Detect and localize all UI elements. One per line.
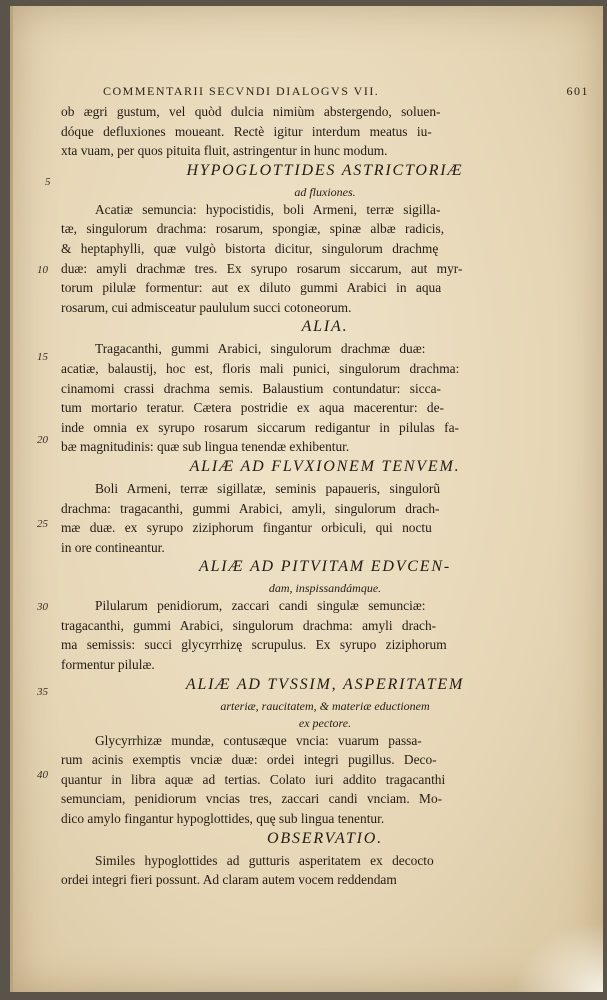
text-line: Acatiæ semuncia: hypocistidis, boli Armeni, terræ sigilla- <box>95 201 441 217</box>
section-heading: OBSERVATIO. <box>267 829 383 847</box>
text-line: ob ægri gustum, vel quòd dulcia nimiùm abstergendo, soluen- <box>61 104 441 119</box>
book-page <box>10 6 603 992</box>
text-line: ma semissis: succi glycyrrhizę scrupulus. Ex syrupo ziziphorum <box>61 637 447 653</box>
running-title: COMMENTARII SECVNDI DIALOGVS VII. <box>103 84 380 98</box>
running-header <box>103 84 589 99</box>
text-line: xta vuam, per quos pituita fluit, astringentur in hunc modum. <box>61 143 388 159</box>
text-line: dico amylo fingantur hypoglottides, quę sub lingua tenentur. <box>61 811 385 827</box>
page-number: 601 <box>566 84 589 98</box>
text-line: bæ magnitudinis: quæ sub lingua tenendæ exhibentur. <box>61 439 350 455</box>
line-number: 35 <box>37 686 48 698</box>
text-line: & heptaphylli, quæ vulgò bistorta dicitur, singulorum drachmę <box>61 240 439 256</box>
line-number: 20 <box>37 434 48 446</box>
text-line: mæ duæ. ex syrupo ziziphorum fingantur orbiculi, qui noctu <box>61 520 432 536</box>
section-subheading: arteriæ, raucitatem, & materiæ eductionem <box>220 698 430 713</box>
section-heading: ALIÆ AD TVSSIM, ASPERITATEM <box>185 675 465 693</box>
text-line: duæ: amyli drachmæ tres. Ex syrupo rosarum siccarum, aut myr- <box>61 260 463 276</box>
text-line: dóque defluxiones moueant. Rectè igitur interdum meatus iu- <box>61 123 432 139</box>
line-number: 25 <box>37 518 48 530</box>
section-subheading: dam, inspissandámque. <box>268 581 382 596</box>
text-line: inde omnia ex syrupo rosarum siccarum redigantur in pilulas fa- <box>61 419 459 435</box>
line-number: 15 <box>37 351 48 363</box>
section-heading: ALIÆ AD PITVITAM EDVCEN- <box>199 558 451 576</box>
text-line: semunciam, penidiorum vncias tres, zaccari candi vnciam. Mo- <box>61 791 443 807</box>
text-line: torum pilulæ formentur: aut ex diluto gummi Arabici in aqua <box>61 280 442 296</box>
line-number: 40 <box>37 769 48 781</box>
text-line: formentur pilulæ. <box>61 657 155 673</box>
text-line: rosarum, cui admisceatur paululum succi cotoneorum. <box>61 299 352 315</box>
section-heading: ALIÆ AD FLVXIONEM TENVEM. <box>189 457 461 475</box>
line-number: 10 <box>37 264 48 276</box>
text-line: tæ, singulorum drachma: rosarum, spongiæ, spinæ albæ radicis, <box>61 221 445 237</box>
text-line: rum acinis exemptis vnciæ duæ: ordei integri pugillus. Deco- <box>61 752 437 768</box>
line-number: 30 <box>37 601 48 613</box>
text-line: drachma: tragacanthi, gummi Arabici, amyli, singulorum drach- <box>61 500 440 516</box>
section-heading: ALIA. <box>301 318 349 336</box>
line-number: 5 <box>45 176 51 188</box>
text-line: Tragacanthi, gummi Arabici, singulorum drachmæ duæ: <box>95 341 426 357</box>
text-line: cinamomi crassi drachma semis. Balaustium contundatur: sicca- <box>61 380 441 396</box>
page-stain <box>513 922 603 992</box>
text-line: tum mortario teratur. Cætera postridie ex aqua macerentur: de- <box>61 400 445 416</box>
section-subheading: ad fluxiones. <box>294 184 356 199</box>
text-line: in ore contineantur. <box>61 539 165 555</box>
text-line: Glycyrrhizæ mundæ, contusæque vncia: vuarum passa- <box>95 732 422 748</box>
text-line: tragacanthi, gummi Arabici, singulorum drachma: amyli drach- <box>61 617 437 633</box>
section-heading: HYPOGLOTTIDES ASTRICTORIÆ <box>186 161 464 179</box>
section-subheading: ex pectore. <box>298 715 352 730</box>
text-line: ordei integri fieri possunt. Ad claram autem vocem reddendam <box>61 872 397 888</box>
text-line: Pilularum penidiorum, zaccari candi singulæ semunciæ: <box>95 598 426 614</box>
text-line: Boli Armeni, terræ sigillatæ, seminis papaueris, singulorũ <box>95 480 441 496</box>
text-line: acatiæ, balaustij, hoc est, floris mali punici, singulorum drachma: <box>61 360 460 376</box>
page-body-text <box>61 102 589 890</box>
text-line: Similes hypoglottides ad gutturis asperitatem ex decocto <box>95 852 434 868</box>
text-line: quantur in libra aquæ ad tertias. Colato iuri addito tragacanthi <box>61 771 446 787</box>
